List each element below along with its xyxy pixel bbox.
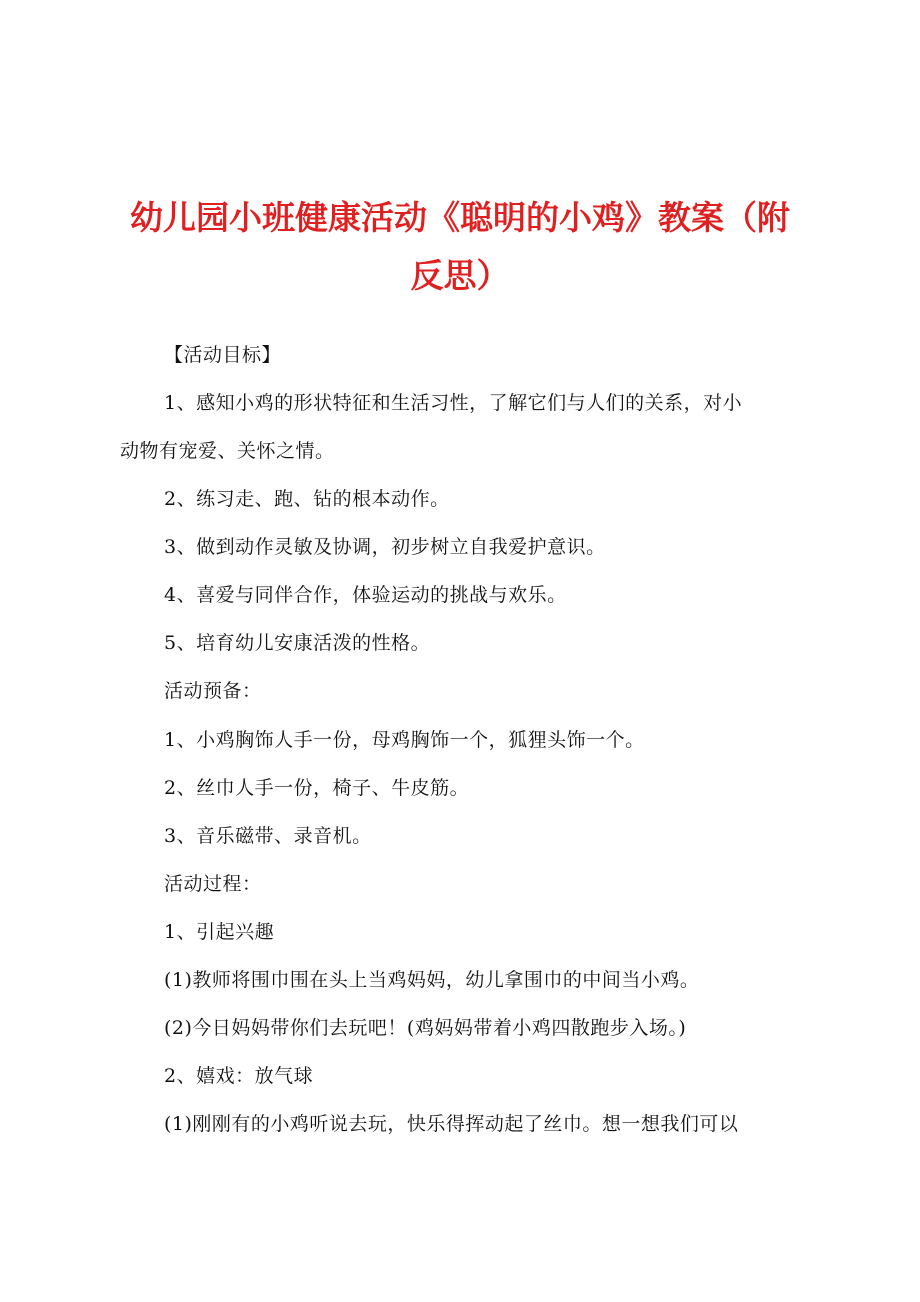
paragraph-line: 4、喜爱与同伴合作，体验运动的挑战与欢乐。 [164, 584, 567, 606]
section-heading-process: 活动过程： [164, 873, 262, 895]
paragraph-line: 2、丝巾人手一份，椅子、牛皮筋。 [164, 777, 470, 799]
paragraph-line: 1、引起兴趣 [164, 921, 275, 943]
paragraph-line: (1)教师将围巾围在头上当鸡妈妈，幼儿拿围巾的中间当小鸡。 [164, 969, 700, 991]
document-title-line-1: 幼儿园小班健康活动《聪明的小鸡》教案（附 [130, 198, 790, 237]
document-title-line-2: 反思） [410, 256, 510, 295]
paragraph-line: 2、练习走、跑、钻的根本动作。 [164, 488, 450, 510]
paragraph-line: 动物有宠爱、关怀之情。 [120, 440, 335, 462]
paragraph-line: 1、小鸡胸饰人手一份，母鸡胸饰一个，狐狸头饰一个。 [164, 729, 645, 751]
section-heading-preparation: 活动预备： [164, 680, 262, 702]
paragraph-line: 1、感知小鸡的形状特征和生活习性，了解它们与人们的关系，对小 [164, 392, 743, 414]
paragraph-line: 3、音乐磁带、录音机。 [164, 825, 372, 847]
section-heading-goals: 【活动目标】 [164, 344, 282, 366]
paragraph-line: 3、做到动作灵敏及协调，初步树立自我爱护意识。 [164, 536, 606, 558]
paragraph-line: 5、培育幼儿安康活泼的性格。 [164, 632, 431, 654]
paragraph-line: 2、嬉戏：放气球 [164, 1065, 314, 1087]
paragraph-line: (1)刚刚有的小鸡听说去玩，快乐得挥动起了丝巾。想一想我们可以 [164, 1113, 739, 1135]
paragraph-line: (2)今日妈妈带你们去玩吧！(鸡妈妈带着小鸡四散跑步入场。) [164, 1017, 687, 1039]
